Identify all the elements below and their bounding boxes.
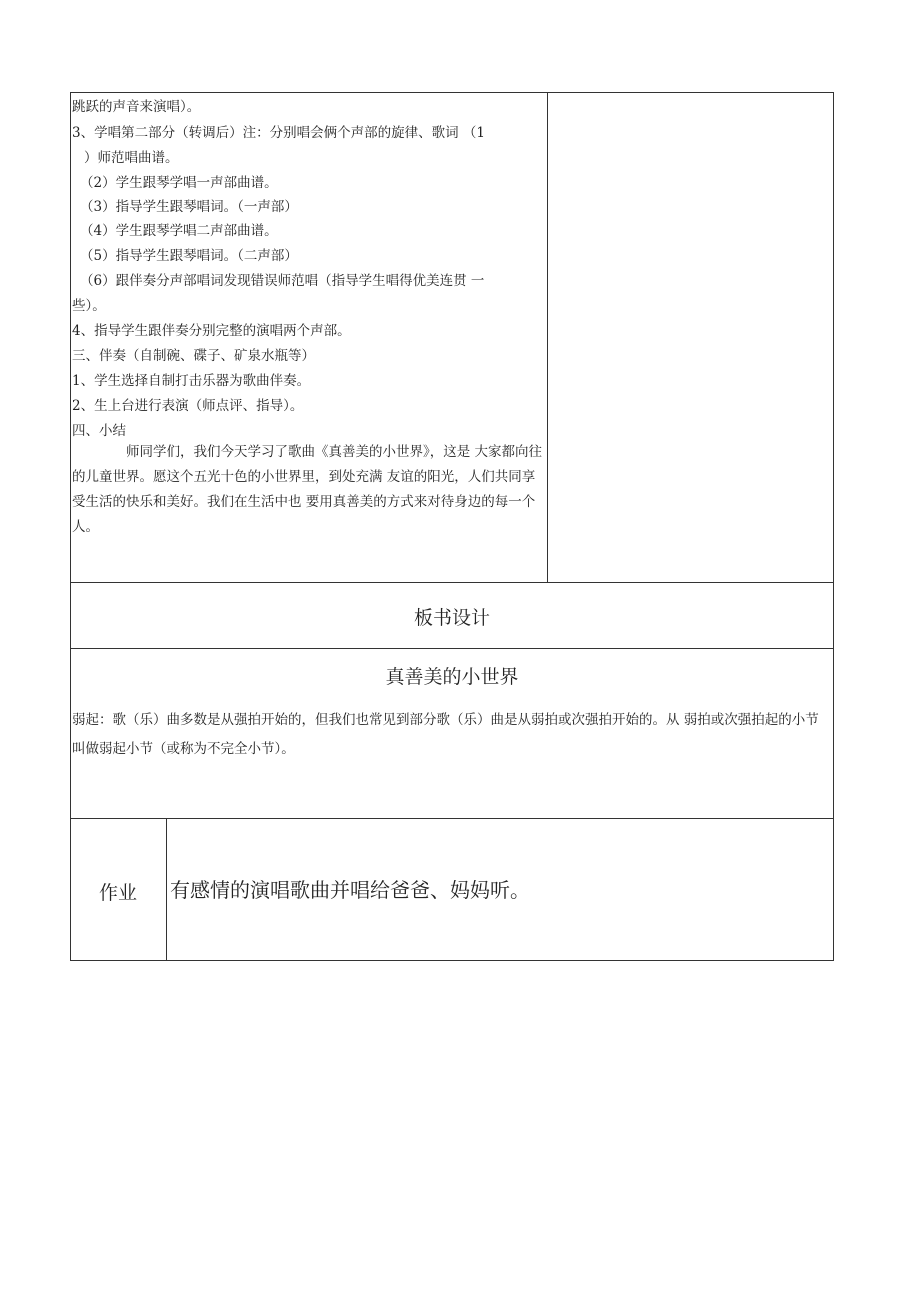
lesson-line: （2）学生跟琴学唱一声部曲谱。 [80, 175, 278, 191]
lesson-line: 跳跃的声音来演唱）。 [72, 99, 201, 115]
lesson-summary: 师同学们，我们今天学习了歌曲《真善美的小世界》，这是 大家都向往的儿童世界。愿这个五光十色的小世界里，到处充满 友谊的阳光，人们共同享受生活的快乐和美好。我们在生活中也 要用真善美的方式来对待身边的每一个人。 [72, 444, 543, 535]
lesson-line: （4）学生跟琴学唱二声部曲谱。 [80, 223, 278, 239]
lesson-line: 4、指导学生跟伴奏分别完整的演唱两个声部。 [72, 323, 351, 339]
lesson-line: 2、生上台进行表演（师点评、指导）。 [72, 398, 304, 414]
lesson-line: 些）。 [72, 298, 106, 314]
table-border-top [70, 92, 834, 93]
lesson-line: 三、伴奏（自制碗、碟子、矿泉水瓶等） [72, 348, 315, 364]
table-border-left [70, 92, 71, 961]
lesson-line: 1、学生选择自制打击乐器为歌曲伴奏。 [72, 373, 311, 389]
row-divider-2 [70, 648, 834, 649]
table-border-bottom [70, 960, 834, 961]
lesson-line: ）师范唱曲谱。 [84, 150, 179, 166]
lesson-line: （5）指导学生跟琴唱词。（二声部） [80, 248, 298, 264]
lesson-line: 3、学唱第二部分（转调后）注：分别唱会俩个声部的旋律、歌词 （1 [72, 125, 485, 141]
lesson-line: （6）跟伴奏分声部唱词发现错误师范唱（指导学生唱得优美连贯 一 [80, 273, 485, 289]
homework-label: 作业 [98, 882, 137, 904]
lesson-line: （3）指导学生跟琴唱词。（一声部） [80, 199, 298, 215]
board-design-header: 板书设计 [413, 607, 490, 629]
table-border-right [833, 92, 834, 961]
row-divider-3 [70, 818, 834, 819]
column-divider [547, 92, 548, 582]
board-note: 弱起：歌（乐）曲多数是从强拍开始的，但我们也常见到部分歌（乐）曲是从弱拍或次强拍开始的。从 弱拍或次强拍起的小节叫做弱起小节（或称为不完全小节）。 [72, 712, 819, 757]
board-title: 真善美的小世界 [385, 666, 519, 688]
homework-content: 有感情的演唱歌曲并唱给爸爸、妈妈听。 [170, 878, 530, 902]
row-divider-1 [70, 582, 834, 583]
homework-divider [166, 818, 167, 961]
lesson-line: 四、小结 [72, 423, 126, 439]
